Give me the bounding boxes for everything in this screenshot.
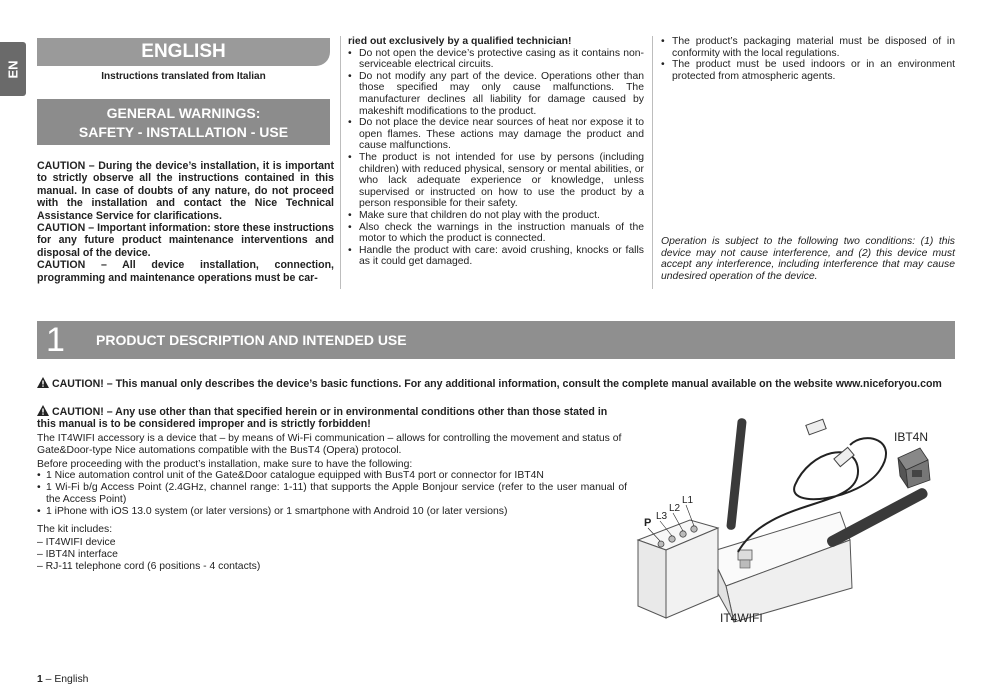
warning-triangle-icon	[37, 377, 49, 388]
warning-item: • Do not place the device near sources of heat nor expose it to open flames. These actions may damage the product and cause malfunctions.	[348, 117, 644, 152]
section-header	[37, 321, 955, 359]
warning-triangle-icon	[37, 405, 49, 416]
caution-notice	[37, 405, 627, 431]
caution-paragraph: CAUTION – Important information: store these instructions for any future product maintenance interventions and disposal of the device.	[37, 222, 334, 259]
led-l2	[680, 531, 686, 537]
translated-note: Instructions translated from Italian	[101, 71, 266, 82]
before-paragraph: Before proceeding with the product’s installation, make sure to have the following:	[37, 458, 413, 470]
caution-text: CAUTION! – This manual only describes the device’s basic functions. For any additional information, consult the complete manual available on the website www.niceforyou.com	[52, 378, 942, 390]
warning-item: • Do not open the device’s protective casing as it contains non-serviceable electrical circuits.	[348, 48, 644, 71]
column-divider	[652, 36, 653, 289]
warning-item: • The product must be used indoors or in an environment protected from atmospheric agents.	[661, 59, 955, 82]
warning-item: • Also check the warnings in the instruction manuals of the motor to which the product is connected.	[348, 222, 644, 245]
label-it4wifi: IT4WIFI	[720, 611, 763, 625]
warnings-title-line-2: SAFETY - INSTALLATION - USE	[78, 124, 289, 140]
warnings-title-line-1: GENERAL WARNINGS:	[106, 105, 261, 121]
warning-item: • The product is not intended for use by persons (including children) with reduced physical, sensory or mental abilities, or who lack adequate experience or knowledge, unless supervised or instructed on how to use the product by a person responsible for their safety.	[348, 152, 644, 210]
language-side-tab-label: EN	[5, 59, 21, 79]
kit-item: – IT4WIFI device	[37, 537, 116, 549]
footer-language: English	[54, 674, 89, 685]
label-led-l1: L1	[682, 495, 694, 506]
ibt4n-interface	[898, 448, 930, 488]
footer-separator: –	[42, 674, 55, 685]
warning-item: • Handle the product with care: avoid crushing, knocks or falls as it could get damaged.	[348, 245, 644, 268]
page-footer	[37, 674, 88, 685]
general-warnings-title	[37, 99, 330, 145]
language-side-tab	[0, 42, 26, 96]
receiver-module	[638, 520, 718, 618]
requirement-item: • 1 Nice automation control unit of the Gate&Door catalogue equipped with BusT4 port or connector for IBT4N	[37, 470, 627, 482]
warnings-column-2	[348, 36, 644, 268]
warnings-list	[348, 48, 644, 268]
rj11-plug	[834, 447, 854, 466]
button-p	[658, 541, 664, 547]
warning-item: • The product’s packaging material must be disposed of in conformity with the local regulations.	[661, 36, 955, 59]
led-l1	[691, 526, 697, 532]
caution-paragraphs	[37, 160, 334, 284]
product-illustration	[630, 400, 955, 630]
caution-paragraph: CAUTION – All device installation, connection, programming and maintenance operations must be car-	[37, 259, 334, 284]
label-led-l3: L3	[656, 511, 668, 522]
label-led-l2: L2	[669, 503, 681, 514]
language-header: ENGLISH	[37, 38, 330, 66]
section-title: PRODUCT DESCRIPTION AND INTENDED USE	[96, 332, 407, 348]
rj11-plug	[806, 419, 826, 435]
kit-item: – RJ-11 telephone cord (6 positions - 4 contacts)	[37, 560, 261, 572]
label-ibt4n: IBT4N	[894, 430, 929, 444]
caution-text: CAUTION! – Any use other than that specified herein or in environmental conditions other than those stated in this manual is to be considered improper and is strictly forbidden!	[37, 406, 608, 431]
product-description	[37, 433, 627, 573]
kit-item: – IBT4N interface	[37, 549, 118, 561]
fcc-note: Operation is subject to the following two conditions: (1) this device may not cause interference, and (2) this device must accept any interference, including interference that may cause undesired operation of the device.	[661, 236, 955, 282]
warnings-list	[661, 36, 955, 82]
page-number: 1	[37, 674, 43, 685]
caution-paragraph: CAUTION – During the device’s installation, it is important to strictly observe all the instructions contained in this manual. In case of doubts of any nature, do not proceed with the installation and contact the Nice Technical Assistance Service for clarifications.	[37, 160, 334, 222]
column-divider	[340, 36, 341, 289]
section-number: 1	[46, 321, 65, 359]
module-antenna	[726, 418, 747, 530]
intro-paragraph: The IT4WIFI accessory is a device that – by means of Wi-Fi communication – allows for controlling the movement and status of Gate&Door-type Nice automations compatible with the BusT4 (Opera) protocol.	[37, 433, 622, 456]
requirements-list	[37, 470, 627, 517]
label-led-p: P	[644, 517, 652, 529]
kit-title: The kit includes:	[37, 523, 113, 535]
warning-item: • Do not modify any part of the device. Operations other than those specified may only cause malfunctions. The manufacturer declines all liability for damage caused by makeshift modifications to the product.	[348, 71, 644, 117]
warnings-continuation: ried out exclusively by a qualified technician!	[348, 36, 572, 47]
requirement-item: • 1 iPhone with iOS 13.0 system (or later versions) or 1 smartphone with Android 10 (or later versions)	[37, 506, 627, 518]
warning-item: • Make sure that children do not play with the product.	[348, 210, 644, 222]
caution-notice	[37, 377, 955, 390]
led-l3	[669, 536, 675, 542]
requirement-item: • 1 Wi-Fi b/g Access Point (2.4GHz, channel range: 1-11) that supports the Apple Bonjour service (refer to the user manual of the Access Point)	[37, 482, 627, 506]
warnings-column-3	[661, 36, 955, 82]
